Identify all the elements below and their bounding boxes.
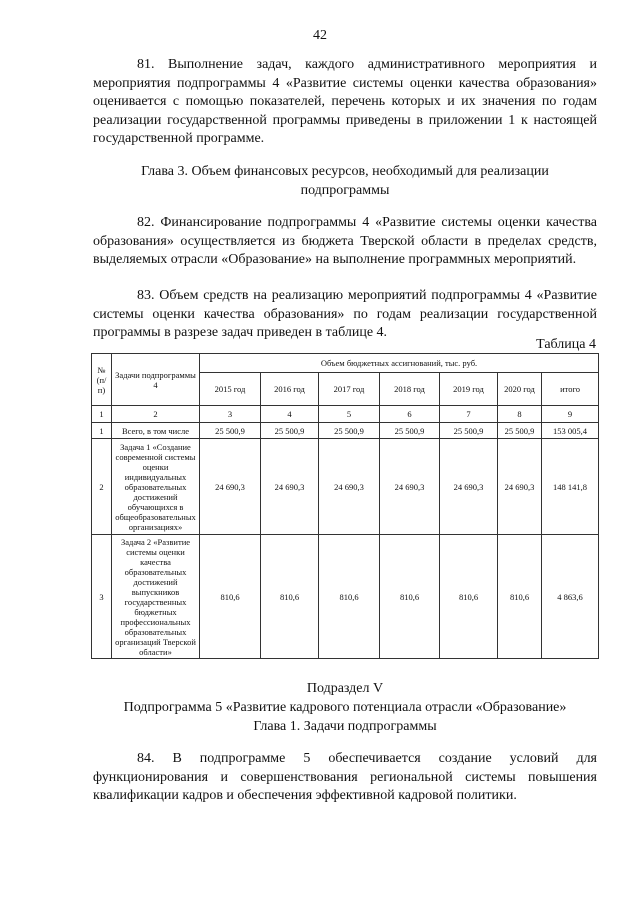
value-cell: 25 500,9 (261, 423, 319, 439)
table-row (92, 535, 599, 659)
year-header: 2017 год (319, 373, 380, 406)
index-cell: 1 (92, 406, 112, 423)
table-index-row (92, 406, 599, 423)
index-cell: 7 (440, 406, 498, 423)
row-number: 2 (92, 439, 112, 535)
task-cell: Задача 2 «Развитие системы оценки качества образовательных достижений выпускников государственных бюджетных профессиональных образовательных организаций Тверской области» (112, 535, 200, 659)
paragraph-84: 84. В подпрограмме 5 обеспечивается создание условий для функционирования и совершенствования региональной системы повышения квалификации кадров и обеспечения эффективной кадровой политики. (93, 751, 597, 803)
index-cell: 8 (498, 406, 542, 423)
value-cell: 25 500,9 (498, 423, 542, 439)
paragraph-82: 82. Финансирование подпрограммы 4 «Развитие системы оценки качества образования» осуществляется из бюджета Тверской области в пределах средств, выделяемых отрасли «Образование» на выполнение программных мероприятий. (93, 215, 597, 267)
year-header: 2020 год (498, 373, 542, 406)
table-header-row (92, 354, 599, 373)
page-number: 42 (313, 28, 327, 43)
row-number: 3 (92, 535, 112, 659)
table-label: Таблица 4 (536, 337, 596, 352)
year-header: 2018 год (380, 373, 440, 406)
year-header: 2019 год (440, 373, 498, 406)
task-cell: Всего, в том числе (112, 423, 200, 439)
total-cell: 4 863,6 (542, 535, 599, 659)
index-cell: 4 (261, 406, 319, 423)
subprogram-5-title: Подпрограмма 5 «Развитие кадрового потенциала отрасли «Образование» (123, 700, 567, 715)
value-cell: 24 690,3 (319, 439, 380, 535)
value-cell: 24 690,3 (440, 439, 498, 535)
value-cell: 810,6 (380, 535, 440, 659)
value-cell: 25 500,9 (200, 423, 261, 439)
col-num-header: № (п/п) (92, 354, 112, 406)
table-row (92, 423, 599, 439)
year-header: 2015 год (200, 373, 261, 406)
total-cell: 148 141,8 (542, 439, 599, 535)
paragraph-81: 81. Выполнение задач, каждого административного мероприятия и мероприятия подпрограммы 4 «Развитие системы оценки качества образования» оценивается с помощью показателей, перечень которых и их значения по годам реализации государственной программы приведены в приложении 1 к настоящей государственной программе. (93, 57, 597, 146)
value-cell: 810,6 (319, 535, 380, 659)
value-cell: 810,6 (440, 535, 498, 659)
value-cell: 24 690,3 (380, 439, 440, 535)
index-cell: 2 (112, 406, 200, 423)
chapter-1-title: Глава 1. Задачи подпрограммы (253, 719, 437, 734)
value-cell: 810,6 (498, 535, 542, 659)
value-cell: 24 690,3 (498, 439, 542, 535)
col-total-header: итого (542, 373, 599, 406)
row-number: 1 (92, 423, 112, 439)
value-cell: 810,6 (200, 535, 261, 659)
table-row (92, 439, 599, 535)
value-cell: 25 500,9 (380, 423, 440, 439)
index-cell: 6 (380, 406, 440, 423)
budget-table (91, 353, 599, 659)
value-cell: 25 500,9 (319, 423, 380, 439)
total-cell: 153 005,4 (542, 423, 599, 439)
index-cell: 5 (319, 406, 380, 423)
col-budget-header: Объем бюджетных ассигнований, тыс. руб. (200, 354, 599, 373)
index-cell: 3 (200, 406, 261, 423)
chapter-3-title: Глава 3. Объем финансовых ресурсов, необходимый для реализации подпрограммы (141, 164, 549, 198)
index-cell: 9 (542, 406, 599, 423)
value-cell: 810,6 (261, 535, 319, 659)
value-cell: 24 690,3 (200, 439, 261, 535)
col-tasks-header: Задачи подпрограммы 4 (112, 354, 200, 406)
value-cell: 24 690,3 (261, 439, 319, 535)
subsection-title: Подраздел V (306, 681, 384, 696)
task-cell: Задача 1 «Создание современной системы оценки индивидуальных образовательных достижений обучающихся в общеобразовательных организациях» (112, 439, 200, 535)
paragraph-83: 83. Объем средств на реализацию мероприятий подпрограммы 4 «Развитие системы оценки качества образования» по годам реализации государственной программы в разрезе задач приведен в таблице 4. (93, 288, 597, 340)
year-header: 2016 год (261, 373, 319, 406)
value-cell: 25 500,9 (440, 423, 498, 439)
